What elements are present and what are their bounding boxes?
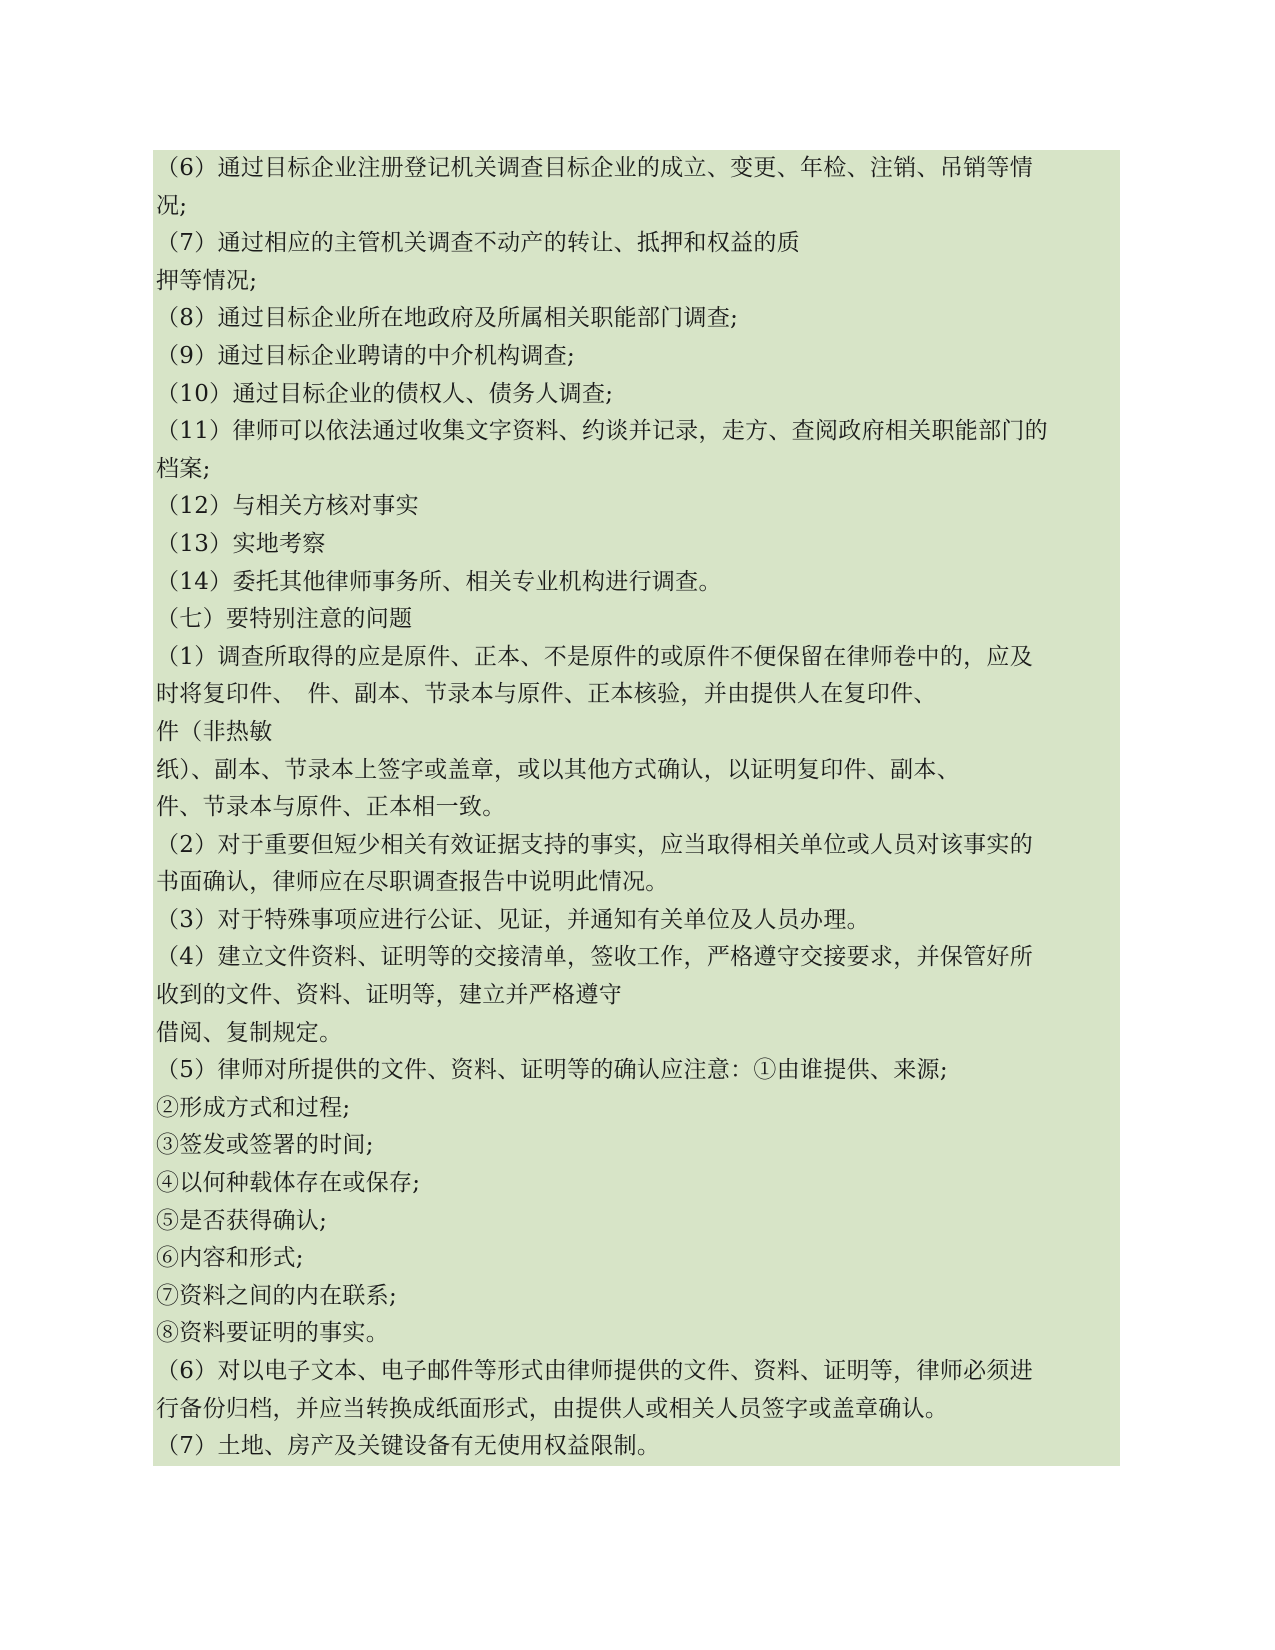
- text-line: （5）律师对所提供的文件、资料、证明等的确认应注意：①由谁提供、来源;: [156, 1057, 948, 1084]
- text-line: ②形成方式和过程;: [156, 1094, 351, 1121]
- document-text-block: [153, 150, 1120, 1466]
- text-line: 件、节录本与原件、正本相一致。: [156, 794, 506, 821]
- text-line: ⑧资料要证明的事实。: [156, 1320, 389, 1347]
- text-line: 件（非热敏: [156, 718, 273, 745]
- text-line: 档案;: [156, 455, 211, 482]
- text-line: （14）委托其他律师事务所、相关专业机构进行调查。: [156, 568, 722, 595]
- text-line: （10）通过目标企业的债权人、债务人调查;: [156, 380, 614, 407]
- text-line: （11）律师可以依法通过收集文字资料、约谈并记录，走方、查阅政府相关职能部门的: [156, 418, 1048, 445]
- text-line: （6）通过目标企业注册登记机关调查目标企业的成立、变更、年检、注销、吊销等情: [156, 155, 1034, 181]
- text-line: 借阅、复制规定。: [156, 1019, 343, 1046]
- text-line: 纸）、副本、节录本上签字或盖章，或以其他方式确认，以证明复印件、副本、: [156, 756, 960, 783]
- text-line: ⑤是否获得确认;: [156, 1207, 328, 1234]
- text-line: （2）对于重要但短少相关有效证据支持的事实，应当取得相关单位或人员对该事实的: [156, 831, 1034, 858]
- text-line: ④以何种载体存在或保存;: [156, 1170, 421, 1197]
- text-line: 收到的文件、资料、证明等，建立并严格遵守: [156, 982, 622, 1009]
- text-line: （6）对以电子文本、电子邮件等形式由律师提供的文件、资料、证明等，律师必须进: [156, 1358, 1034, 1384]
- text-line: 况;: [156, 192, 188, 219]
- text-line: ⑥内容和形式;: [156, 1245, 304, 1272]
- text-line: （3）对于特殊事项应进行公证、见证，并通知有关单位及人员办理。: [156, 906, 870, 933]
- text-line: （12）与相关方核对事实: [156, 493, 419, 520]
- text-line: ⑦资料之间的内在联系;: [156, 1282, 398, 1309]
- text-line: 书面确认，律师应在尽职调查报告中说明此情况。: [156, 869, 669, 896]
- text-line: ③签发或签署的时间;: [156, 1132, 374, 1159]
- section-heading: （七）要特别注意的问题: [156, 606, 413, 633]
- text-line: 时将复印件、 件、副本、节录本与原件、正本核验，并由提供人在复印件、: [156, 681, 937, 708]
- text-line: （7）通过相应的主管机关调查不动产的转让、抵押和权益的质: [156, 230, 801, 257]
- text-line: 押等情况;: [156, 267, 258, 294]
- text-line: （7）土地、房产及关键设备有无使用权益限制。: [156, 1433, 661, 1460]
- text-line: （4）建立文件资料、证明等的交接清单，签收工作，严格遵守交接要求，并保管好所: [156, 944, 1034, 971]
- text-line: 行备份归档，并应当转换成纸面形式，由提供人或相关人员签字或盖章确认。: [156, 1395, 949, 1422]
- text-line: （8）通过目标企业所在地政府及所属相关职能部门调查;: [156, 305, 739, 332]
- text-line: （13）实地考察: [156, 530, 326, 557]
- text-line: （9）通过目标企业聘请的中介机构调查;: [156, 342, 576, 369]
- text-line: （1）调查所取得的应是原件、正本、不是原件的或原件不便保留在律师卷中的，应及: [156, 643, 1034, 670]
